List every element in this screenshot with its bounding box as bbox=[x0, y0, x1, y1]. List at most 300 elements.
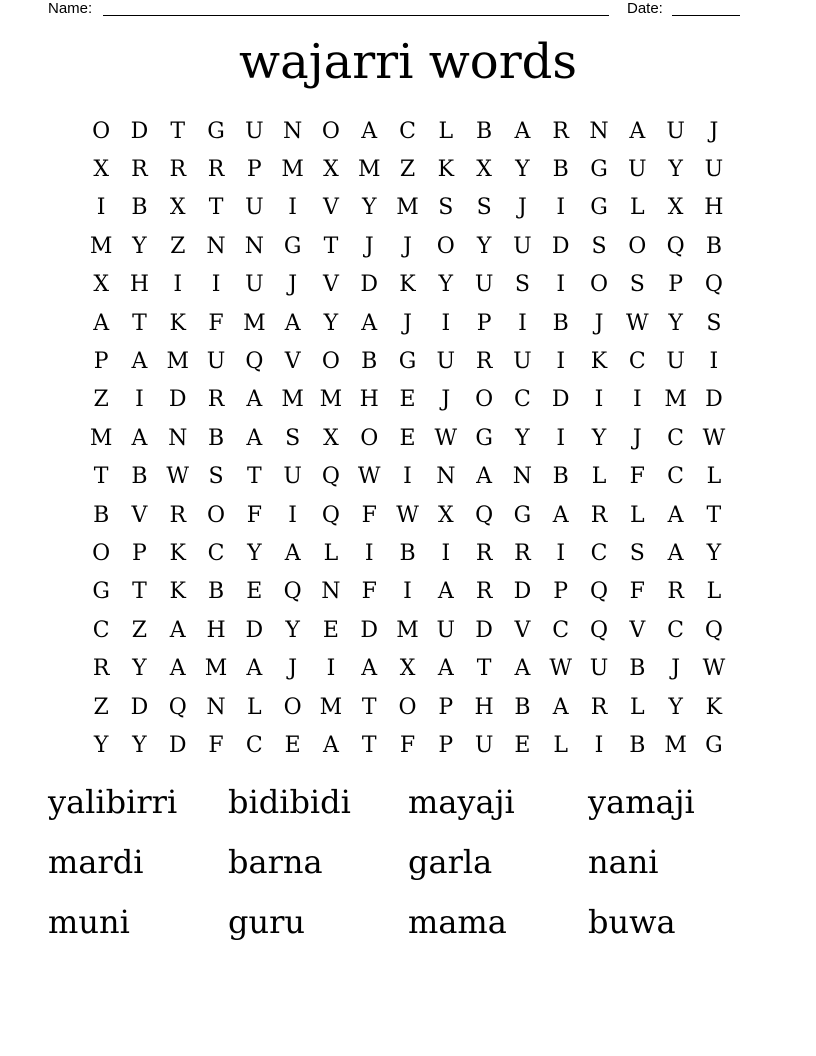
grid-letter: N bbox=[589, 118, 609, 144]
grid-letter: N bbox=[436, 464, 456, 490]
grid-letter: Q bbox=[245, 349, 264, 375]
grid-letter: X bbox=[169, 195, 186, 221]
grid-letter: Y bbox=[323, 310, 339, 336]
date-label: Date: bbox=[627, 0, 663, 17]
grid-letter: A bbox=[361, 656, 378, 682]
grid-letter: N bbox=[321, 579, 341, 605]
grid-letter: O bbox=[321, 349, 340, 375]
grid-letter: X bbox=[476, 157, 492, 183]
grid-letter: B bbox=[552, 157, 569, 183]
grid-letter: C bbox=[667, 464, 685, 490]
grid-letter: A bbox=[514, 656, 531, 682]
grid-letter: E bbox=[322, 617, 339, 643]
grid-letter: R bbox=[169, 502, 187, 528]
grid-letter: M bbox=[319, 694, 343, 720]
grid-letter: Q bbox=[283, 579, 302, 605]
grid-letter: M bbox=[166, 349, 189, 375]
grid-letter: Y bbox=[93, 732, 109, 758]
grid-letter: Y bbox=[132, 732, 147, 758]
grid-letter: U bbox=[666, 118, 685, 144]
grid-letter: Y bbox=[668, 694, 683, 720]
grid-letter: A bbox=[476, 464, 493, 490]
grid-letter: Q bbox=[589, 617, 609, 643]
grid-letter: C bbox=[513, 387, 531, 413]
grid-letter: D bbox=[551, 387, 570, 413]
grid-letter: I bbox=[556, 195, 566, 221]
grid-letter: A bbox=[667, 540, 684, 566]
grid-letter: W bbox=[549, 656, 573, 682]
grid-letter: A bbox=[284, 310, 301, 336]
grid-letter: P bbox=[438, 732, 454, 758]
grid-letter: A bbox=[552, 694, 569, 720]
grid-letter: I bbox=[556, 272, 566, 298]
grid-letter: J bbox=[709, 118, 719, 144]
grid-letter: U bbox=[628, 157, 647, 183]
grid-letter: K bbox=[705, 694, 723, 720]
grid-letter: V bbox=[514, 617, 531, 643]
grid-letter: J bbox=[403, 310, 412, 336]
grid-letter: W bbox=[357, 464, 381, 490]
grid-letter: H bbox=[704, 195, 724, 221]
grid-letter: J bbox=[364, 233, 374, 259]
grid-letter: S bbox=[438, 195, 454, 221]
grid-letter: C bbox=[667, 425, 685, 451]
grid-letter: F bbox=[629, 579, 645, 605]
grid-letter: P bbox=[132, 540, 147, 566]
grid-letter: S bbox=[629, 272, 645, 298]
grid-row bbox=[82, 649, 733, 687]
grid-letter: W bbox=[702, 656, 726, 682]
grid-letter: S bbox=[591, 233, 607, 259]
grid-letter: V bbox=[131, 502, 148, 528]
grid-letter: Y bbox=[361, 195, 377, 221]
grid-letter: C bbox=[207, 540, 225, 566]
grid-letter: Y bbox=[247, 540, 262, 566]
grid-letter: O bbox=[360, 425, 379, 451]
grid-letter: C bbox=[667, 617, 685, 643]
grid-letter: N bbox=[283, 118, 303, 144]
grid-row bbox=[82, 419, 733, 457]
grid-letter: D bbox=[475, 617, 493, 643]
grid-letter: R bbox=[552, 118, 569, 144]
grid-letter: A bbox=[246, 425, 263, 451]
grid-letter: U bbox=[589, 656, 609, 682]
grid-letter: P bbox=[668, 272, 683, 298]
grid-letter: T bbox=[132, 579, 147, 605]
grid-letter: B bbox=[93, 502, 110, 528]
grid-letter: L bbox=[323, 540, 339, 566]
grid-letter: B bbox=[476, 118, 493, 144]
grid-letter: H bbox=[474, 694, 494, 720]
grid-letter: L bbox=[706, 464, 722, 490]
grid-letter: G bbox=[705, 732, 723, 758]
word-list-item: mayaji bbox=[408, 783, 515, 821]
grid-letter: J bbox=[288, 656, 298, 682]
grid-letter: Q bbox=[168, 694, 187, 720]
grid-letter: A bbox=[131, 425, 148, 451]
grid-letter: O bbox=[475, 387, 494, 413]
grid-letter: R bbox=[667, 579, 684, 605]
grid-letter: Q bbox=[589, 579, 609, 605]
grid-letter: M bbox=[89, 233, 113, 259]
grid-letter: I bbox=[211, 272, 221, 298]
grid-letter: L bbox=[706, 579, 722, 605]
grid-letter: C bbox=[628, 349, 646, 375]
grid-letter: D bbox=[551, 233, 570, 259]
grid-letter: U bbox=[513, 349, 532, 375]
grid-letter: O bbox=[207, 502, 226, 528]
grid-letter: W bbox=[702, 425, 726, 451]
word-list-item: nani bbox=[588, 843, 659, 881]
word-list-item: mama bbox=[408, 903, 507, 941]
grid-letter: M bbox=[204, 656, 228, 682]
grid-letter: P bbox=[438, 694, 454, 720]
grid-letter: B bbox=[399, 540, 416, 566]
grid-letter: X bbox=[399, 656, 416, 682]
letter-grid bbox=[82, 112, 733, 765]
grid-letter: N bbox=[168, 425, 188, 451]
grid-letter: U bbox=[474, 272, 494, 298]
grid-letter: T bbox=[361, 694, 377, 720]
grid-letter: T bbox=[246, 464, 262, 490]
grid-letter: F bbox=[399, 732, 416, 758]
grid-letter: G bbox=[398, 349, 417, 375]
grid-letter: R bbox=[475, 540, 493, 566]
grid-letter: S bbox=[514, 272, 530, 298]
grid-letter: E bbox=[284, 732, 301, 758]
word-list-item: yamaji bbox=[588, 783, 695, 821]
page-title: wajarri words bbox=[239, 34, 577, 90]
grid-letter: R bbox=[207, 387, 225, 413]
grid-letter: Q bbox=[704, 617, 723, 643]
grid-letter: N bbox=[512, 464, 533, 490]
grid-letter: R bbox=[131, 157, 148, 183]
grid-letter: D bbox=[130, 694, 149, 720]
worksheet-header bbox=[48, 0, 748, 20]
grid-letter: G bbox=[475, 425, 493, 451]
grid-row bbox=[82, 534, 733, 572]
grid-letter: K bbox=[169, 540, 186, 566]
grid-letter: T bbox=[476, 656, 492, 682]
grid-letter: T bbox=[132, 310, 147, 336]
grid-letter: M bbox=[281, 157, 304, 183]
grid-letter: R bbox=[207, 157, 225, 183]
grid-letter: D bbox=[513, 579, 532, 605]
grid-letter: T bbox=[208, 195, 224, 221]
grid-letter: M bbox=[243, 310, 266, 336]
word-list bbox=[48, 780, 768, 960]
grid-letter: R bbox=[169, 157, 187, 183]
grid-letter: U bbox=[206, 349, 226, 375]
grid-letter: Y bbox=[285, 617, 300, 643]
grid-letter: A bbox=[93, 310, 110, 336]
grid-letter: A bbox=[284, 540, 301, 566]
grid-letter: I bbox=[364, 540, 374, 566]
grid-letter: I bbox=[556, 425, 566, 451]
grid-letter: F bbox=[208, 310, 224, 336]
grid-letter: Q bbox=[704, 272, 723, 298]
grid-row bbox=[82, 150, 733, 188]
grid-letter: D bbox=[245, 617, 264, 643]
grid-letter: N bbox=[206, 694, 226, 720]
grid-letter: Q bbox=[321, 464, 340, 490]
grid-letter: U bbox=[436, 617, 456, 643]
grid-letter: L bbox=[630, 694, 645, 720]
grid-letter: Z bbox=[170, 233, 186, 259]
grid-letter: U bbox=[704, 157, 724, 183]
grid-letter: E bbox=[399, 387, 416, 413]
grid-letter: J bbox=[288, 272, 298, 298]
grid-letter: E bbox=[399, 425, 416, 451]
grid-letter: R bbox=[475, 349, 493, 375]
grid-letter: L bbox=[630, 195, 645, 221]
grid-letter: J bbox=[403, 233, 412, 259]
grid-letter: I bbox=[96, 195, 106, 221]
grid-letter: I bbox=[288, 195, 297, 221]
grid-letter: J bbox=[671, 656, 681, 682]
grid-letter: O bbox=[436, 233, 455, 259]
word-list-item: yalibirri bbox=[48, 783, 178, 821]
grid-letter: K bbox=[399, 272, 416, 298]
grid-letter: U bbox=[245, 272, 264, 298]
grid-letter: M bbox=[664, 732, 687, 758]
grid-letter: S bbox=[285, 425, 301, 451]
grid-letter: A bbox=[246, 656, 263, 682]
grid-letter: B bbox=[552, 310, 569, 336]
grid-letter: A bbox=[514, 118, 531, 144]
grid-letter: L bbox=[630, 502, 645, 528]
grid-letter: R bbox=[590, 694, 608, 720]
grid-letter: P bbox=[246, 157, 262, 183]
grid-letter: O bbox=[92, 540, 111, 566]
grid-letter: U bbox=[283, 464, 302, 490]
grid-letter: Y bbox=[706, 540, 722, 566]
date-blank-line bbox=[672, 15, 740, 16]
grid-letter: D bbox=[130, 118, 149, 144]
grid-row bbox=[82, 688, 733, 726]
grid-letter: A bbox=[667, 502, 684, 528]
grid-letter: H bbox=[206, 617, 226, 643]
grid-letter: S bbox=[208, 464, 224, 490]
grid-letter: B bbox=[207, 579, 225, 605]
grid-letter: B bbox=[207, 425, 225, 451]
grid-row bbox=[82, 112, 733, 150]
grid-letter: A bbox=[629, 118, 646, 144]
grid-letter: F bbox=[361, 579, 377, 605]
grid-row bbox=[82, 496, 733, 534]
grid-letter: G bbox=[513, 502, 532, 528]
grid-letter: P bbox=[93, 349, 109, 375]
grid-letter: Y bbox=[515, 425, 530, 451]
name-blank-line bbox=[103, 15, 609, 16]
grid-letter: I bbox=[403, 464, 412, 490]
grid-letter: V bbox=[284, 349, 301, 375]
grid-letter: C bbox=[399, 118, 416, 144]
grid-letter: I bbox=[518, 310, 527, 336]
grid-row bbox=[82, 381, 733, 419]
grid-letter: X bbox=[667, 195, 684, 221]
grid-letter: S bbox=[629, 540, 645, 566]
grid-letter: L bbox=[438, 118, 454, 144]
grid-letter: J bbox=[594, 310, 604, 336]
grid-letter: B bbox=[131, 464, 148, 490]
grid-letter: A bbox=[169, 617, 186, 643]
grid-letter: J bbox=[441, 387, 451, 413]
grid-letter: G bbox=[283, 233, 302, 259]
grid-letter: M bbox=[357, 157, 381, 183]
grid-letter: Z bbox=[131, 617, 148, 643]
grid-row bbox=[82, 189, 733, 227]
word-list-item: buwa bbox=[588, 903, 676, 941]
grid-letter: H bbox=[129, 272, 150, 298]
grid-letter: Q bbox=[321, 502, 340, 528]
word-list-item: muni bbox=[48, 903, 130, 941]
grid-letter: Z bbox=[93, 387, 109, 413]
grid-letter: R bbox=[475, 579, 493, 605]
grid-letter: X bbox=[323, 157, 339, 183]
grid-letter: V bbox=[629, 617, 646, 643]
grid-letter: H bbox=[359, 387, 379, 413]
grid-letter: W bbox=[166, 464, 190, 490]
grid-letter: Y bbox=[668, 310, 683, 336]
grid-letter: F bbox=[629, 464, 645, 490]
grid-letter: K bbox=[169, 310, 186, 336]
grid-letter: A bbox=[361, 118, 378, 144]
grid-letter: J bbox=[518, 195, 527, 221]
grid-letter: T bbox=[170, 118, 186, 144]
grid-letter: M bbox=[319, 387, 343, 413]
grid-letter: P bbox=[553, 579, 569, 605]
grid-letter: D bbox=[168, 387, 187, 413]
grid-letter: I bbox=[135, 387, 144, 413]
grid-letter: T bbox=[323, 233, 339, 259]
grid-letter: G bbox=[590, 195, 608, 221]
grid-letter: N bbox=[244, 233, 264, 259]
grid-letter: M bbox=[89, 425, 113, 451]
grid-letter: S bbox=[476, 195, 492, 221]
grid-letter: L bbox=[591, 464, 607, 490]
grid-row bbox=[82, 266, 733, 304]
grid-letter: D bbox=[168, 732, 187, 758]
grid-letter: Y bbox=[438, 272, 454, 298]
grid-letter: N bbox=[206, 233, 226, 259]
grid-letter: A bbox=[131, 349, 148, 375]
grid-letter: Y bbox=[476, 233, 492, 259]
grid-letter: M bbox=[396, 195, 419, 221]
grid-letter: Y bbox=[132, 656, 147, 682]
grid-letter: D bbox=[705, 387, 723, 413]
grid-letter: I bbox=[594, 732, 604, 758]
grid-row bbox=[82, 458, 733, 496]
grid-letter: Y bbox=[668, 157, 683, 183]
grid-letter: A bbox=[437, 656, 454, 682]
grid-letter: B bbox=[629, 656, 646, 682]
grid-letter: B bbox=[629, 732, 646, 758]
grid-letter: T bbox=[361, 732, 377, 758]
grid-letter: G bbox=[207, 118, 225, 144]
grid-letter: W bbox=[434, 425, 458, 451]
grid-letter: F bbox=[246, 502, 262, 528]
grid-letter: M bbox=[396, 617, 419, 643]
grid-letter: A bbox=[552, 502, 569, 528]
grid-letter: D bbox=[360, 617, 379, 643]
grid-letter: O bbox=[398, 694, 417, 720]
grid-letter: K bbox=[590, 349, 608, 375]
grid-letter: I bbox=[326, 656, 336, 682]
grid-letter: C bbox=[92, 617, 110, 643]
grid-letter: P bbox=[476, 310, 492, 336]
grid-letter: U bbox=[245, 118, 264, 144]
grid-letter: X bbox=[93, 157, 109, 183]
grid-row bbox=[82, 726, 733, 764]
grid-letter: B bbox=[552, 464, 569, 490]
grid-letter: R bbox=[92, 656, 110, 682]
grid-letter: A bbox=[437, 579, 454, 605]
grid-letter: T bbox=[93, 464, 109, 490]
grid-letter: I bbox=[709, 349, 719, 375]
grid-letter: I bbox=[288, 502, 297, 528]
grid-letter: X bbox=[93, 272, 109, 298]
grid-letter: K bbox=[169, 579, 186, 605]
grid-letter: V bbox=[322, 272, 339, 298]
grid-letter: C bbox=[590, 540, 608, 566]
grid-letter: V bbox=[322, 195, 339, 221]
grid-row bbox=[82, 342, 733, 380]
grid-letter: S bbox=[706, 310, 722, 336]
grid-letter: A bbox=[322, 732, 339, 758]
grid-letter: O bbox=[321, 118, 340, 144]
grid-letter: L bbox=[247, 694, 262, 720]
grid-letter: I bbox=[632, 387, 642, 413]
grid-letter: G bbox=[590, 157, 608, 183]
grid-letter: I bbox=[556, 540, 566, 566]
grid-letter: D bbox=[360, 272, 379, 298]
grid-letter: C bbox=[245, 732, 263, 758]
grid-letter: O bbox=[589, 272, 609, 298]
grid-letter: B bbox=[361, 349, 378, 375]
grid-letter: O bbox=[92, 118, 111, 144]
word-list-item: barna bbox=[228, 843, 323, 881]
grid-letter: X bbox=[437, 502, 454, 528]
grid-letter: I bbox=[441, 540, 451, 566]
grid-letter: Z bbox=[93, 694, 109, 720]
grid-letter: B bbox=[131, 195, 148, 221]
grid-letter: T bbox=[706, 502, 722, 528]
grid-letter: A bbox=[361, 310, 378, 336]
grid-letter: U bbox=[513, 233, 532, 259]
grid-row bbox=[82, 573, 733, 611]
grid-letter: E bbox=[514, 732, 531, 758]
grid-letter: Y bbox=[515, 157, 530, 183]
grid-letter: Z bbox=[399, 157, 416, 183]
grid-letter: J bbox=[632, 425, 642, 451]
word-list-item: guru bbox=[228, 903, 305, 941]
grid-letter: U bbox=[474, 732, 494, 758]
grid-letter: U bbox=[666, 349, 685, 375]
grid-letter: G bbox=[92, 579, 110, 605]
name-label: Name: bbox=[48, 0, 93, 17]
grid-row bbox=[82, 611, 733, 649]
word-list-item: mardi bbox=[48, 843, 144, 881]
grid-letter: W bbox=[396, 502, 419, 528]
grid-letter: A bbox=[169, 656, 186, 682]
grid-letter: O bbox=[283, 694, 302, 720]
grid-letter: O bbox=[628, 233, 647, 259]
grid-letter: B bbox=[705, 233, 722, 259]
grid-letter: Q bbox=[666, 233, 685, 259]
word-list-item: garla bbox=[408, 843, 493, 881]
grid-letter: I bbox=[556, 349, 566, 375]
